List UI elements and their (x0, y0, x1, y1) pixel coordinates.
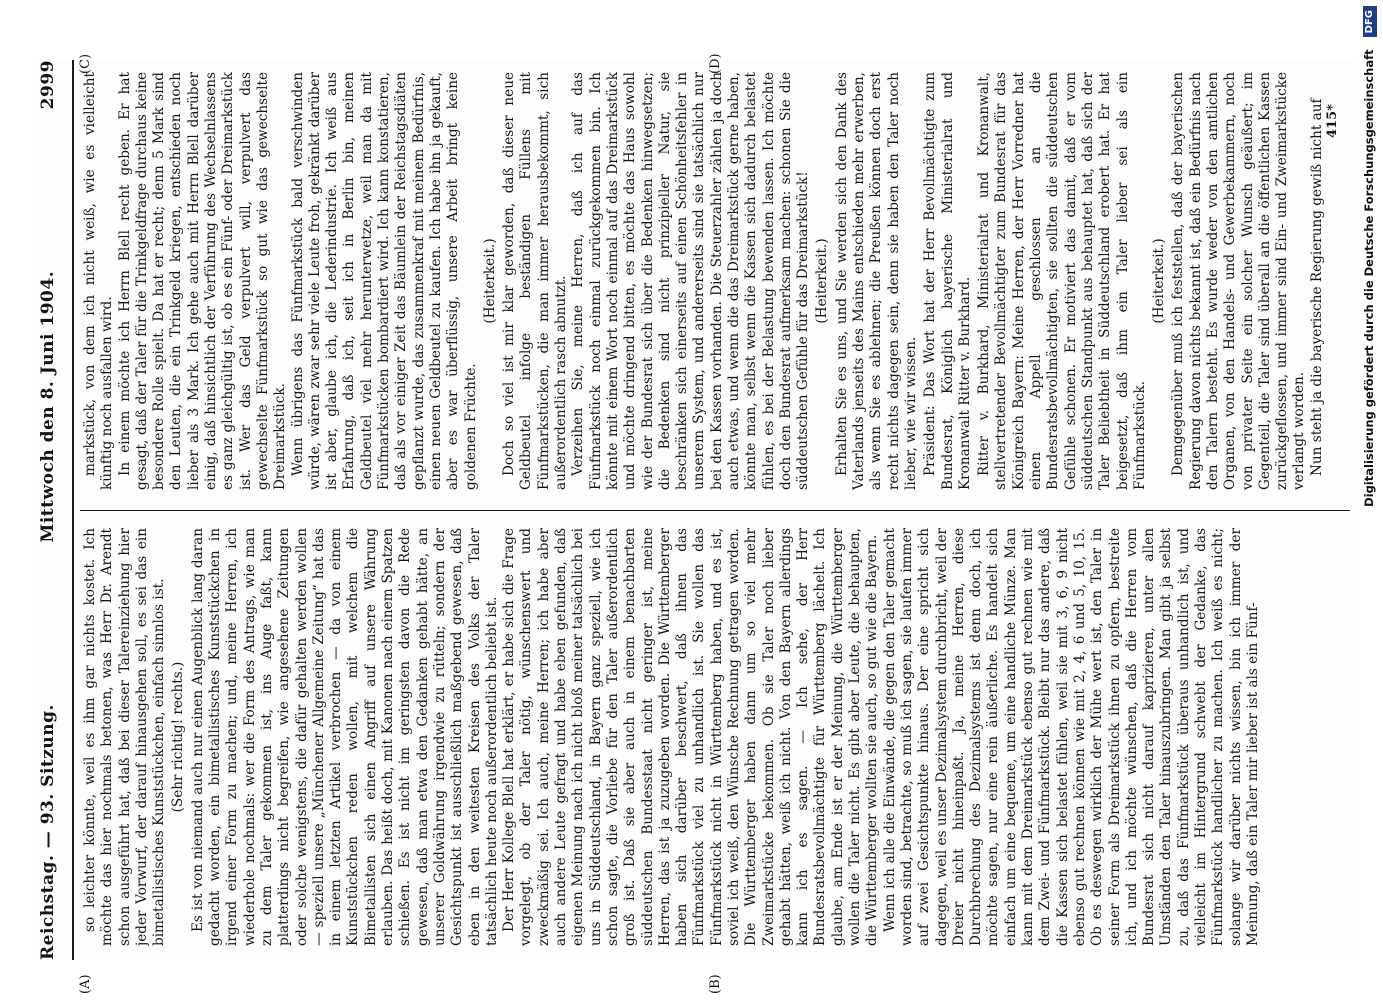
paragraph: Der Herr Kollege Blell hat erklärt, er habe sich die Frage vorgelegt, ob der Taler nötig, wünschenswert und zweckmäßig sei. Ich auch, meine Herren; ich habe aber auch andere Leute gefragt und habe eben gefunden, daß eigenen Meinung nach ich nicht bloß meiner tatsächlich bei uns in Süddeutschland, in Bayern ganz speziell, wie ich schon sagte, die Vorliebe für den Taler außerordentlich groß ist. Daß sie aber auch in einem benachbarten süddeutschen Bundesstaat nicht geringer ist, meine Herren, das ist ja zuzugeben worden. Die Württemberger haben sich darüber beschwert, daß ihnen das Fünfmarkstück viel zu unhandlich ist. Sie wollen das Fünfmarkstück nicht in Württemberg haben, und es ist, soviel ich weiß, den Wünsche Rechnung getragen worden. Die Württemberger haben dann um so viel mehr Zweimarkstücke bekommen. Ob sie Taler noch lieber gehabt hätten, weiß ich nicht. Von den Bayern allerdings kann ich es sagen. — Ich sehe, der Herr Bundesratsbevollmächtigte für Württemberg lächelt. Ich glaube, am Ende ist er der Meinung, die Württemberger wollen die Taler nicht. Es gibt aber Leute, die behaupten, die Württemberger wollten sie auch, so gut wie die Bayern. (501, 528, 881, 946)
newspaper-page (38, 53, 1358, 994)
interjection: (Heiterkeit.) (481, 238, 498, 324)
page-header (38, 60, 72, 960)
interjection: (Sehr richtig! rechts.) (170, 661, 187, 813)
margin-marker-c: (C) (78, 53, 93, 74)
header-left: Reichstag. — 93. Sitzung. (38, 704, 58, 960)
interjection: (Heiterkeit.) (814, 238, 831, 324)
paragraph: Wenn übrigens das Fünfmarkstück bald verschwinden würde, wären zwar sehr viele Leute froh, gekränkt darüber ist aber, glaube ich, die Lederindustrie. Ich weiß aus Erfahrung, daß ich, seit ich in Berlin bin, meinen Geldbeutel viel mehr herunterwetze, weil man da mit Fünfmarkstücken bombardiert wird. Ich kann konstatieren, daß als vor einiger Zeit das Bäumlein der Reichstagsdiäten gepflanzt wurde, das zusammenkraf mit meinem Bedürfnis, einen neuen Geldbeutel zu kaufen. Ich habe ihn ja gekauft, aber es war überflüssig, unsere Arbeit bringt keine goldenen Früchte. (289, 72, 479, 490)
margin-marker-b: (B) (708, 974, 723, 994)
interjection: (Heiterkeit.) (1151, 238, 1168, 324)
paragraph: so leichter könnte, weil es ihm gar nichts kostet. Ich möchte das hier nochmals betonen, was Herr Dr. Arendt schon ausgeführt hat, daß bei dieser Talereinziehung hier jeder Vorwurf, der darauf hinausgehen soll, es sei das ein bimetallistisches Kunststückchen, einfach sinnlos ist. (82, 528, 168, 946)
signature-mark: 415* (1325, 104, 1340, 138)
paragraph: Wenn ich alle die Einwände, die gegen den Taler gemacht worden sind, betrachte, so muß ich sagen, sie laufen immer auf zwei Gesichtspunkte hinaus. Der eine spricht sich dagegen, weil es unser Dezimalsystem durchbricht, weil der Dreier nicht hineinpaßt. Ja, meine Herren, diese Durchbrechung des Dezimalsystems ist denn doch, ich möchte sagen, nur eine rein äußerliche. Es handelt sich einfach um eine bequeme, um eine handliche Münze. Man kann mit dem Dreimarkstück ebenso gut rechnen wie mit dem Zwei- und Fünfmarkstück. Bleibt nur das andere, daß die Kassen sich belastet fühlen, weil sie mit 3, 6, 9 nicht ebenso gut rechnen können wie mit 2, 4, 6 und 5, 10, 15. Ob es deswegen wirklich der Mühe wert ist, den Taler in seiner Form als Dreimarkstück ihnen zu opfern, bestreite ich, und ich möchte wünschen, daß die Herren vom Bundesrat sich nicht darauf kaprizieren, unter allen Umständen den Taler hinauszubringen. Man gibt ja selbst zu, daß das Fünfmarkstück überaus unhandlich ist, und vielleicht im Hintergrund schwebt der Gedanke, das Fünfmarkstück handlicher zu machen. Ich weiß es nicht; solange wir darüber nichts wissen, bin ich immer der Meinung, daß ein Taler mir lieber ist als ein Fünf- (881, 528, 1261, 946)
header-date: Mittwoch den 8. Juni 1904. (38, 270, 58, 543)
paragraph: Es ist von niemand auch nur einen Augenblick lang daran gedacht worden, ein bimetallistisches Kunststückchen in irgend einer Form zu machen; und, meine Herren, ich wiederhole nochmals: wer die Form des Antrags, wie man zu dem Taler gekommen ist, ins Auge faßt, kann platterdings nicht begreifen, wie angesehene Zeitungen oder solche wenigstens, die dafür gehalten werden wollen — speziell unsere „Münchener Allgemeine Zeitung“ hat das in einem letzten Artikel verbrochen — da von einem Kunststückchen reden wollen, mit welchem die Bimetallisten sich einen Angriff auf unsere Währung erlauben. Das heißt doch, mit Kanonen nach einem Spatzen schießen. Es ist nicht im geringsten davon die Rede gewesen, daß man etwa den Gedanken gehabt hätte, an unserer Goldwährung irgendwie zu rütteln; sondern der Gesichtspunkt ist ausschließlich maßgebend gewesen, daß eben in den weitesten Kreisen des Volks der Taler tatsächlich heute noch außerordentlich beliebt ist. (189, 528, 500, 946)
paragraph: Verzeihen Sie, meine Herren, daß ich auf das Fünfmarkstück noch einmal zurückgekommen bin. Ich könnte mit einem Wort noch einmal auf das Dreimarkstück und möchte dringend bitten, es möchte das Haus sowohl wie der Bundesrat sich über die Bedenken hinwegsetzen; die Bedenken sind nicht prinzipieller Natur, sie beschränken sich einerseits auf einen Schönheitsfehler in unserem System, und andererseits sind sie tatsächlich nur bei den Kassen vorhanden. Die Steuerzahler zählen ja doch auch etwas, und wenn die das Dreimarkstück gerne haben, könnte man, selbst wenn die Kassen sich dadurch belastet fühlen, es bei der Belastung bewenden lassen. Ich möchte doch den Bundesrat aufmerksam machen: schonen Sie die süddeutschen Gefühle für das Dreimarkstück! (570, 72, 812, 490)
dfg-credit-text: Digitalisierung gefördert durch die Deutsche Forschungsgemeinschaft (1362, 49, 1376, 507)
left-column (82, 528, 1352, 946)
header-rule (72, 60, 74, 960)
column-divider (80, 510, 1350, 511)
paragraph: Erhalten Sie es uns, und Sie werden sich den Dank des Vaterlands jenseits des Mains entschieden mehr erwerben, als wenn Sie es ablehnen; die Preußen können doch erst recht nichts dagegen sein, denn sie haben den Taler noch lieber, wie wir wissen. (833, 72, 919, 490)
speaker-paragraph: Ritter v. Burkhard, Ministerialrat und Kronanwalt, stellvertretender Bevollmächtigter zum Bundesrat für das Königreich Bayern: Meine Herren, der Herr Vorredner hat einen Appell geschlossen an die Bundesratsbevollmächtigten, sie sollten die süddeutschen Gefühle schonen. Er motiviert das damit, daß er vom süddeutschen Standpunkt aus behauptet hat, daß sich der Taler Beliebtheit in Süddeutschland erobert hat. Er hat beigesetzt, daß ihm ein Taler lieber sei als ein Fünfmarkstück. (976, 72, 1148, 490)
dfg-logo: DFG (1363, 6, 1377, 37)
paragraph: Demgegenüber muß ich feststellen, daß der bayerischen Regierung davon nichts bekannt ist, daß ein Bedürfnis nach den Talern besteht. Es wurde weder von den amtlichen Organen, von den Handels- und Gewerbekammern, noch von privater Seite ein solcher Wunsch geäußert; im Gegenteil, die Taler sind überall an die öffentlichen Kassen zurückgeflossen, und immer sind Ein- und Zweimarkstücke verlangt worden. (1170, 72, 1308, 490)
dfg-sidebar (1356, 6, 1378, 991)
paragraph: markstück, von dem ich nicht weiß, wie es vielleicht künftig noch ausfallen wird. (82, 72, 116, 490)
paragraph: Nun steht ja die bayerische Regierung gewiß nicht auf (1308, 98, 1325, 476)
speaker-paragraph: Präsident: Das Wort hat der Herr Bevollmächtigte zum Bundesrat, Königlich bayerische Ministerialrat und Kronanwalt Ritter v. Burkhard. (922, 72, 973, 490)
margin-marker-a: (A) (78, 974, 93, 994)
paragraph: Doch so viel ist mir klar geworden, daß dieser neue Geldbeutel infolge beständigen Füllens mit Fünfmarkstücken, die man immer herausbekommt, sich außerordentlich rasch abnutzt. (501, 72, 570, 490)
paragraph: In einem möchte ich Herrn Blell recht geben. Er hat gesagt, daß der Taler für die Trinkgeldfrage durchaus keine besondere Rolle spielt. Da hat er recht; denn 5 Mark sind den Leuten, die ein Trinkgeld kriegen, entschieden noch lieber als 3 Mark. Ich gehe auch mit Herrn Blell darüber einig, daß hinsichtlich der Verführung des Wechselnlassens es ganz gleichgültig ist, ob es ein Fünf- oder Dreimarkstück ist. Wer das Geld verpulvert will, verpulvert das gewechselte Fünfmarkstück so gut wie das gewechselte Dreimarkstück. (116, 72, 289, 490)
right-column (82, 72, 1352, 490)
page-number: 2999 (38, 60, 58, 110)
margin-marker-d: (D) (708, 53, 723, 74)
dfg-credit (1358, 6, 1380, 991)
